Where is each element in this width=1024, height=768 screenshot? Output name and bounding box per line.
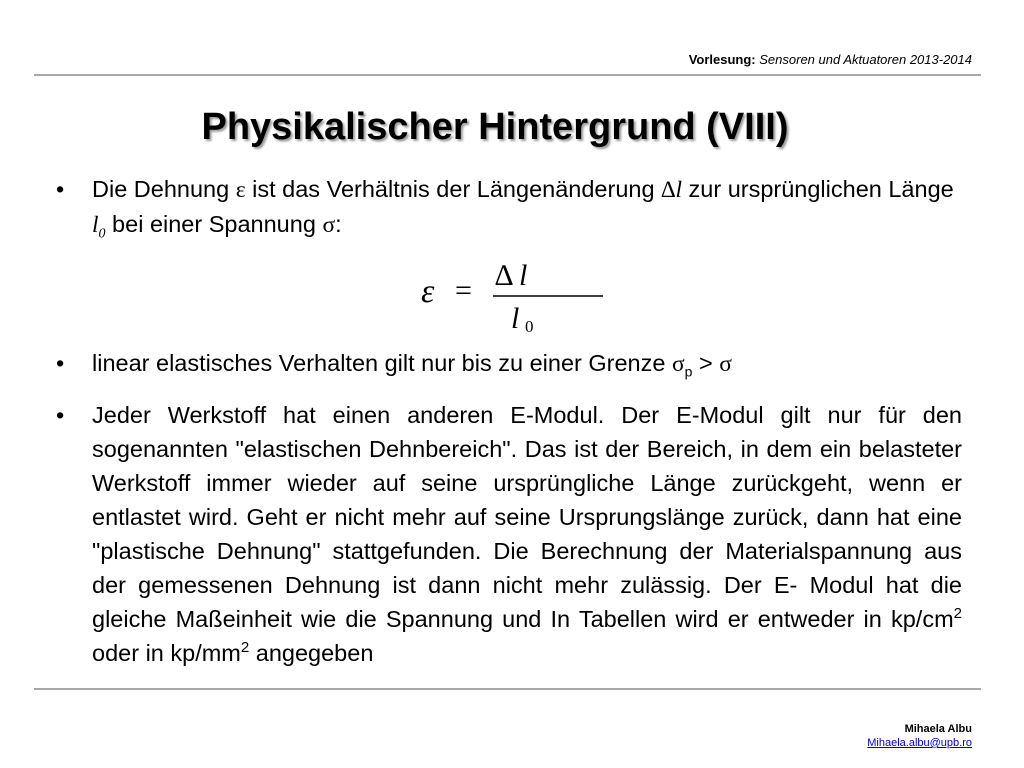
formula-graphic bbox=[421, 252, 621, 336]
header-course-line bbox=[689, 52, 972, 67]
p-subscript: p bbox=[684, 363, 693, 380]
formula-epsilon: ε bbox=[421, 272, 435, 310]
author-name: Mihaela Albu bbox=[904, 723, 972, 735]
bottom-divider bbox=[34, 688, 981, 690]
slide-content bbox=[56, 172, 962, 670]
author-email-link[interactable]: Mihaela.albu@upb.ro bbox=[867, 737, 972, 749]
bullet-marker: • bbox=[56, 402, 65, 429]
formula-denominator-l: l bbox=[511, 301, 520, 335]
formula-denominator-sub: 0 bbox=[525, 316, 534, 336]
sigma-symbol: σ bbox=[322, 212, 336, 238]
superscript-2: 2 bbox=[240, 639, 250, 657]
l0-subscript: 0 bbox=[98, 226, 106, 242]
top-divider bbox=[34, 74, 981, 76]
sigma-p-symbol: σ bbox=[671, 350, 685, 377]
bullet-strain-definition: • Die Dehnung ε ist das Verhältnis der Längenänderung ∆l zur ursprünglichen Länge $l_0$ bei einer Spannung σ: bbox=[56, 172, 962, 252]
formula-delta: ∆ bbox=[495, 258, 514, 292]
epsilon-symbol: ε bbox=[235, 177, 246, 203]
footer bbox=[867, 722, 972, 750]
bullet-e-modulus: • Jeder Werkstoff hat einen anderen E-Modul. Der E-Modul gilt nur für den sogenannten "elastischen Dehnbereich". Das ist der Bereich, in dem ein belasteter Werkstoff immer wieder auf seine ursprüngliche Länge zurückgeht, wenn er entlastet wird. Geht er nicht mehr auf seine Ursprungslänge zurück, dann hat eine "plastische Dehnung" stattgefunden. Die Berechnung der Materialspannung aus der gemessenen Dehnung ist dann nicht mehr zulässig. Der E- Modul hat die gleiche Maßeinheit wie die Spannung und In Tabellen wird er entweder in $kp/cm^2$ oder in $kp/mm^2$ angegeben bbox=[56, 398, 962, 670]
formula-numerator-l: l bbox=[519, 258, 528, 292]
sigma-symbol: σ bbox=[719, 350, 732, 377]
formula-equals: = bbox=[455, 273, 472, 307]
bullet-linear-elastic: • linear elastisches Verhalten gilt nur bis zu einer Grenze $\sigma_p > \sigma$ bbox=[56, 346, 962, 389]
superscript-2: 2 bbox=[953, 605, 962, 623]
bullet-marker: • bbox=[56, 349, 65, 376]
slide-title: Physikalischer Hintergrund (VIII) bbox=[201, 106, 789, 148]
header-course: Sensoren und Aktuatoren 2013-2014 bbox=[759, 52, 972, 67]
strain-formula bbox=[56, 252, 962, 336]
bullet-marker: • bbox=[56, 176, 65, 202]
delta-symbol: ∆ bbox=[661, 177, 676, 203]
header-label: Vorlesung: bbox=[688, 52, 756, 67]
l0-symbol: l bbox=[92, 212, 99, 238]
length-symbol: l bbox=[675, 177, 682, 203]
